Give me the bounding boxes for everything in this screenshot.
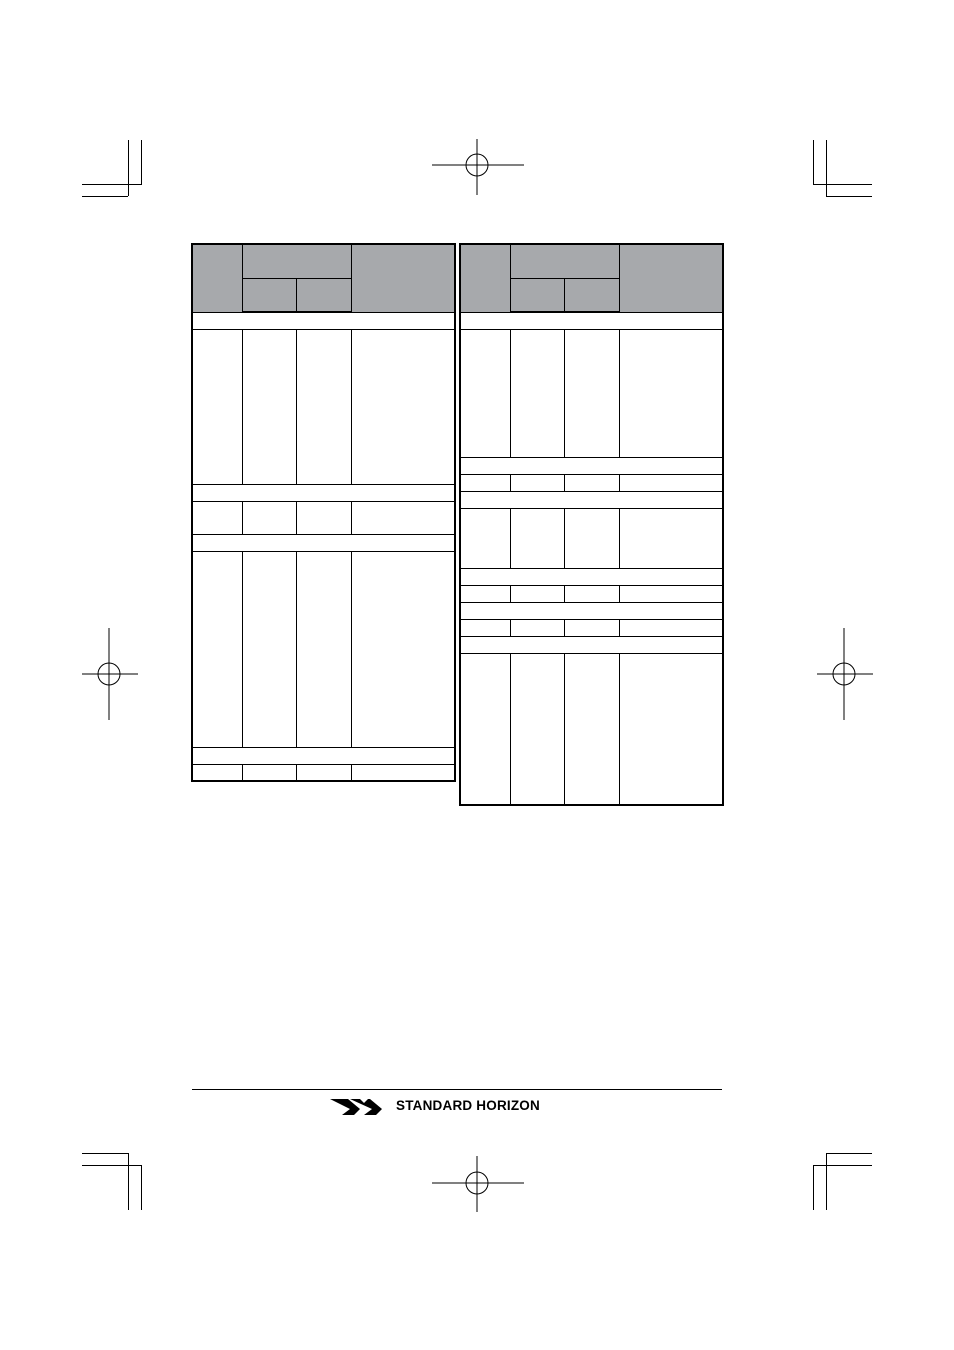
table-row (192, 551, 455, 747)
crop-mark-top-right-vertical-b (826, 140, 827, 196)
header-cell-transmit (242, 278, 296, 312)
header-cell-usage (619, 244, 723, 312)
footer-rule (192, 1089, 722, 1090)
header-cell-frequency (510, 244, 619, 278)
crop-mark-bottom-right-vertical-a (826, 1153, 827, 1210)
section-row (192, 484, 455, 501)
crop-mark-bottom-left-horizontal-a (82, 1153, 128, 1154)
table-row (460, 585, 723, 602)
registration-mark-bottom-icon (432, 1156, 524, 1212)
crop-mark-top-left-horizontal-b (82, 196, 128, 197)
channel-table-left (191, 243, 456, 782)
channel-table-right (459, 243, 724, 806)
section-row (460, 636, 723, 653)
header-cell-usage (351, 244, 455, 312)
registration-mark-top-icon (432, 139, 524, 195)
crop-mark-bottom-left-horizontal-b (82, 1165, 142, 1166)
registration-mark-right-icon (817, 628, 873, 720)
crop-mark-top-left-vertical-b (141, 140, 142, 184)
table-row (460, 474, 723, 491)
header-cell-channel (460, 244, 510, 312)
table-row (460, 329, 723, 457)
crop-mark-top-right-horizontal-a (813, 184, 872, 185)
section-row (192, 312, 455, 329)
table-row (192, 764, 455, 781)
table-row (460, 653, 723, 805)
section-row (192, 534, 455, 551)
section-row (460, 602, 723, 619)
crop-mark-bottom-left-vertical-b (141, 1165, 142, 1210)
table-row (192, 501, 455, 534)
table-row (460, 619, 723, 636)
brand-name: STANDARD HORIZON (396, 1098, 540, 1113)
section-row (460, 568, 723, 585)
crop-mark-bottom-right-horizontal-a (826, 1153, 872, 1154)
crop-mark-bottom-right-vertical-b (813, 1165, 814, 1210)
registration-mark-left-icon (82, 628, 138, 720)
header-cell-frequency (242, 244, 351, 278)
standard-horizon-logo-icon (330, 1097, 392, 1117)
section-row (460, 491, 723, 508)
header-cell-receive (564, 278, 619, 312)
header-cell-channel (192, 244, 242, 312)
crop-mark-top-left-horizontal-a (82, 184, 142, 185)
table-row (460, 508, 723, 568)
section-row (460, 312, 723, 329)
section-row (460, 457, 723, 474)
crop-mark-top-right-vertical-a (813, 140, 814, 184)
header-cell-receive (296, 278, 351, 312)
crop-mark-bottom-left-vertical-a (128, 1153, 129, 1210)
crop-mark-bottom-right-horizontal-b (813, 1165, 872, 1166)
crop-mark-top-left-vertical-a (128, 140, 129, 196)
section-row (192, 747, 455, 764)
crop-mark-top-right-horizontal-b (826, 196, 872, 197)
table-row (192, 329, 455, 484)
header-cell-transmit (510, 278, 564, 312)
